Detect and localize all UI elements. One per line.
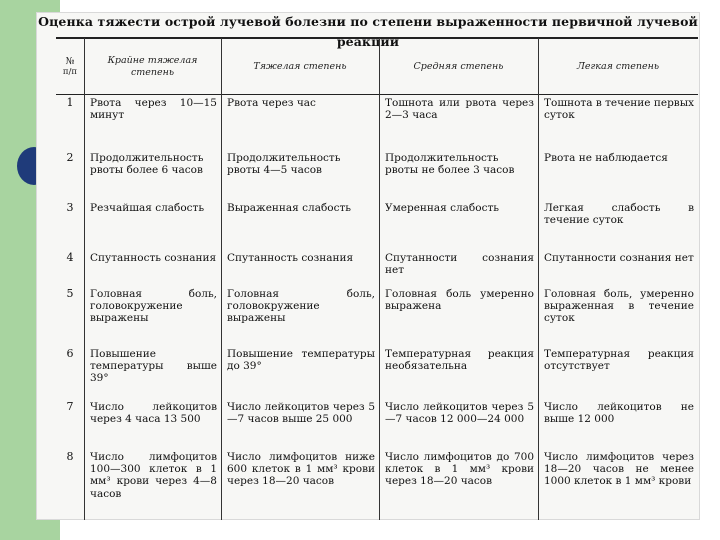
cell-severe: Спутанность сознания bbox=[227, 252, 354, 264]
table-row bbox=[56, 398, 698, 448]
cell-mild: Тошнота в течение первых суток bbox=[544, 97, 694, 122]
table-row bbox=[56, 448, 698, 510]
table-row bbox=[56, 94, 698, 149]
cell-severe: Продолжительность рвоты 4—5 часов bbox=[227, 152, 341, 177]
header-number-abbrev: п/п bbox=[62, 67, 78, 77]
cell-extreme: Число лимфоцитов 100—300 клеток в 1 мм³ крови через 4—8 часов bbox=[90, 451, 217, 500]
table-top-rule bbox=[56, 37, 698, 39]
cell-moderate: Тошнота или рвота через 2—3 часа bbox=[385, 97, 534, 122]
document-title: Оценка тяжести острой лучевой болезни по степени выраженности первичной лучевой реакции bbox=[38, 14, 698, 49]
cell-extreme: Резчайшая слабость bbox=[90, 202, 205, 214]
table-row bbox=[56, 249, 698, 285]
row-number: 5 bbox=[66, 287, 74, 300]
cell-mild: Температурная реакция отсутствует bbox=[544, 348, 694, 373]
row-number: 8 bbox=[66, 450, 74, 463]
document-scan bbox=[36, 12, 700, 520]
cell-moderate: Число лейкоцитов через 5—7 часов 12 000—24 000 bbox=[385, 401, 534, 426]
cell-mild: Число лейкоцитов не выше 12 000 bbox=[544, 401, 694, 426]
cell-extreme: Повышение температуры выше 39° bbox=[90, 348, 217, 385]
row-number: 4 bbox=[66, 251, 74, 264]
severity-table bbox=[56, 40, 698, 510]
table-row bbox=[56, 149, 698, 199]
table-row bbox=[56, 199, 698, 249]
cell-moderate: Спутанности сознания нет bbox=[385, 252, 534, 277]
header-extreme: Крайне тяжелая степень bbox=[107, 54, 198, 78]
cell-moderate: Число лимфоцитов до 700 клеток в 1 мм³ крови через 18—20 часов bbox=[385, 451, 534, 488]
cell-severe: Выраженная слабость bbox=[227, 202, 352, 214]
cell-mild: Головная боль, умеренно выраженная в течение суток bbox=[544, 288, 694, 325]
row-number: 2 bbox=[66, 151, 74, 164]
cell-extreme: Спутанность сознания bbox=[90, 252, 217, 264]
row-number: 7 bbox=[66, 400, 74, 413]
cell-severe: Число лейкоцитов через 5—7 часов выше 25 000 bbox=[227, 401, 375, 426]
cell-moderate: Головная боль умеренно выражена bbox=[385, 288, 534, 313]
cell-mild: Число лимфоцитов через 18—20 часов не менее 1000 клеток в 1 мм³ крови bbox=[544, 451, 694, 488]
header-number bbox=[56, 40, 84, 94]
cell-severe: Повышение температуры до 39° bbox=[227, 348, 375, 373]
cell-extreme: Продолжительность рвоты более 6 часов bbox=[90, 152, 204, 177]
cell-extreme: Головная боль, головокружение выражены bbox=[90, 288, 217, 325]
cell-moderate: Продолжительность рвоты не более 3 часов bbox=[385, 152, 515, 177]
table-header-row bbox=[56, 40, 698, 94]
row-number: 1 bbox=[66, 96, 74, 109]
header-severe: Тяжелая степень bbox=[253, 60, 347, 72]
table-row bbox=[56, 285, 698, 345]
cell-severe: Головная боль, головокружение выражены bbox=[227, 288, 375, 325]
row-number: 3 bbox=[66, 201, 74, 214]
cell-moderate: Температурная реакция необязательна bbox=[385, 348, 534, 373]
cell-extreme: Число лейкоцитов через 4 часа 13 500 bbox=[90, 401, 217, 426]
cell-mild: Легкая слабость в течение суток bbox=[544, 202, 694, 227]
table-row bbox=[56, 345, 698, 398]
cell-moderate: Умеренная слабость bbox=[385, 202, 499, 214]
header-mild: Легкая степень bbox=[576, 60, 660, 72]
cell-mild: Рвота не наблюдается bbox=[544, 152, 668, 164]
cell-extreme: Рвота через 10—15 минут bbox=[90, 97, 217, 122]
header-number-symbol: № bbox=[65, 56, 75, 67]
cell-severe: Рвота через час bbox=[227, 97, 316, 109]
cell-severe: Число лимфоцитов ниже 600 клеток в 1 мм³ крови через 18—20 часов bbox=[227, 451, 375, 488]
row-number: 6 bbox=[66, 347, 74, 360]
cell-mild: Спутанности сознания нет bbox=[544, 252, 694, 264]
header-moderate: Средняя степень bbox=[413, 60, 504, 72]
